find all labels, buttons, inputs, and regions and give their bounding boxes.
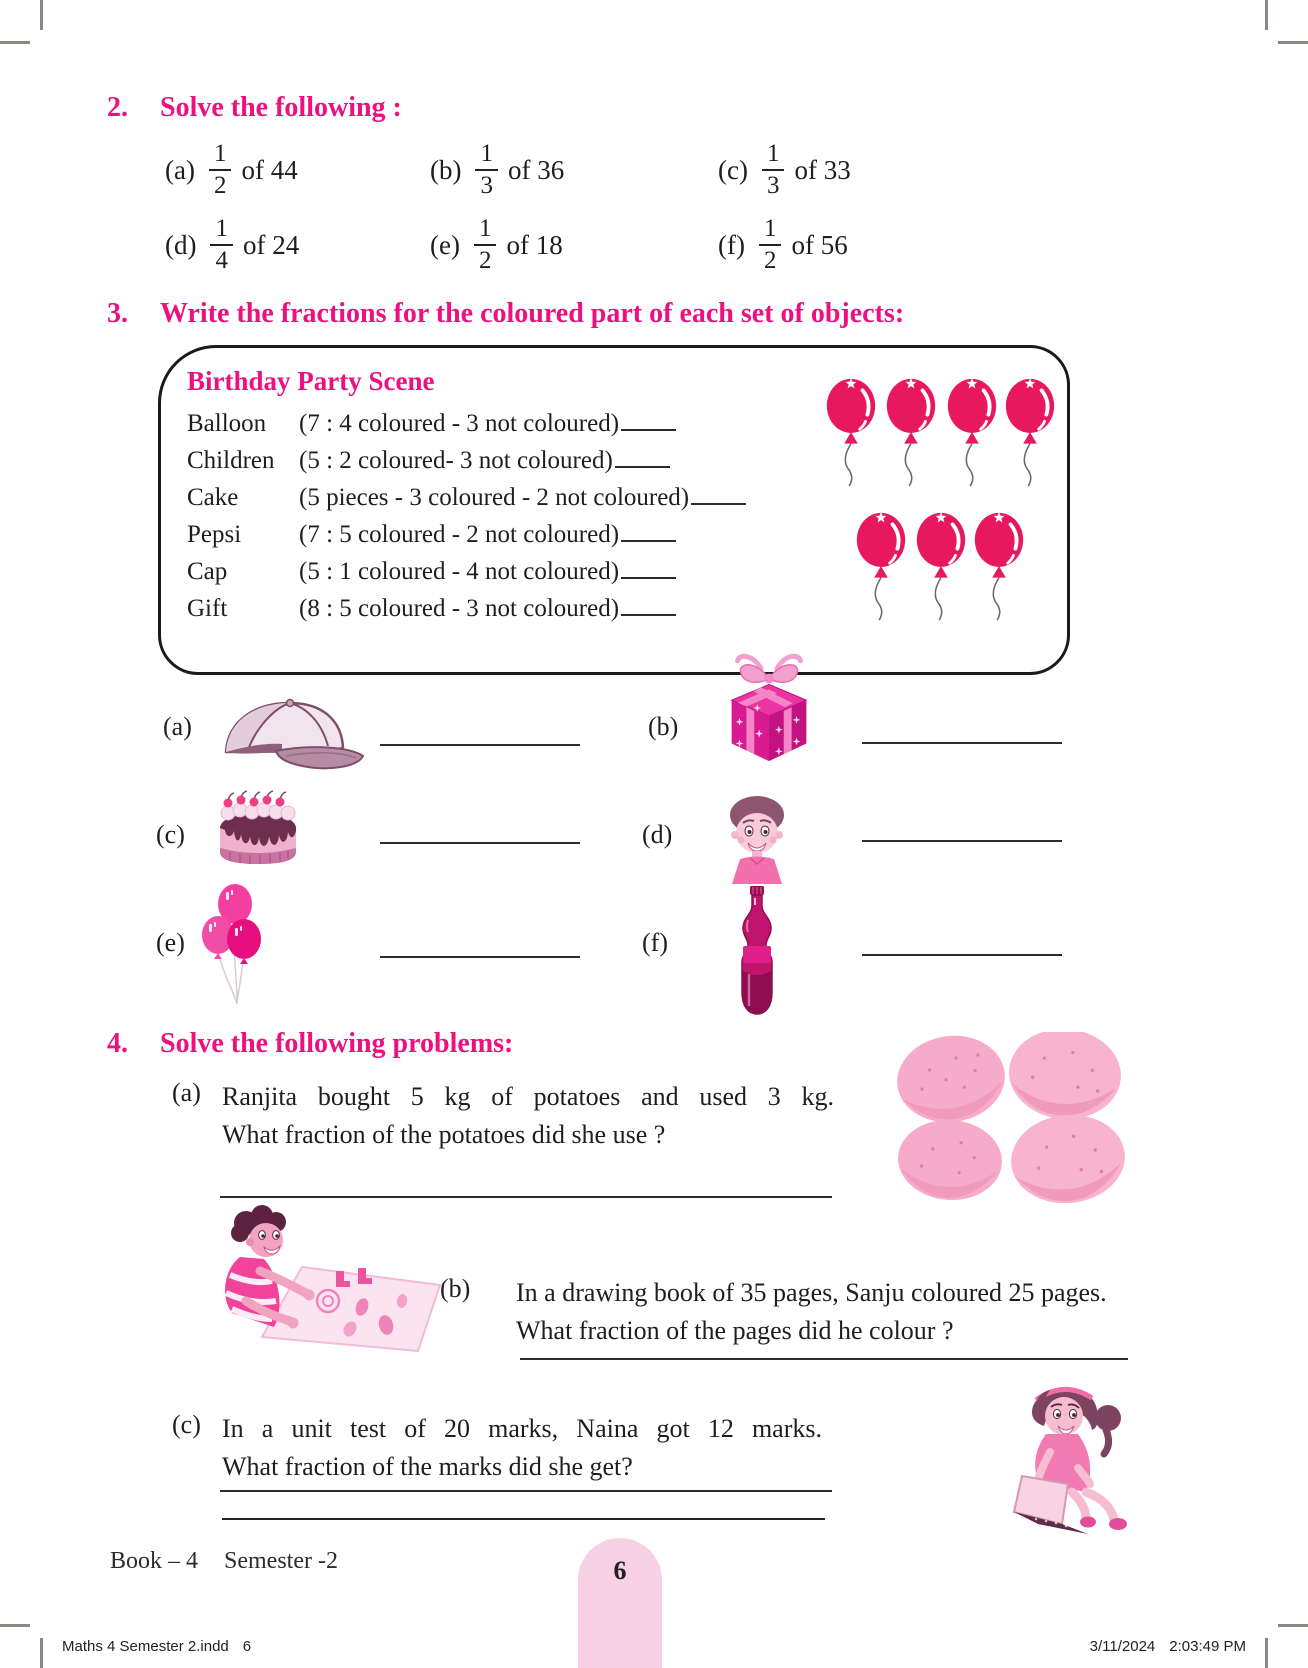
scene-row-gift: Gift (8 : 5 coloured - 3 not coloured) bbox=[187, 589, 746, 626]
question-2-number: 2. bbox=[107, 92, 128, 123]
crop-mark bbox=[0, 41, 30, 44]
balloon-icon bbox=[822, 368, 880, 496]
operand: of 18 bbox=[506, 229, 563, 260]
slug-date: 3/11/2024 bbox=[1089, 1638, 1156, 1655]
scene-title: Birthday Party Scene bbox=[187, 366, 435, 396]
footer-rule bbox=[222, 1518, 825, 1520]
answer-line-b bbox=[862, 742, 1062, 744]
cake-icon bbox=[208, 786, 308, 874]
page-number-tab bbox=[578, 1538, 662, 1668]
answer-blank bbox=[621, 404, 676, 431]
item-label: (b) bbox=[430, 154, 462, 185]
problem-a-text bbox=[222, 1078, 834, 1153]
crop-mark bbox=[0, 1624, 30, 1627]
answer-label-f: (f) bbox=[642, 928, 668, 957]
problem-c-label: (c) bbox=[172, 1410, 201, 1439]
slug-left bbox=[62, 1638, 265, 1655]
answer-blank bbox=[691, 478, 746, 505]
problem-c-line1: In a unit test of 20 marks, Naina got 12 marks. bbox=[222, 1414, 822, 1443]
balloon-icon bbox=[912, 502, 970, 630]
balloon-icon bbox=[882, 368, 940, 496]
balloon-icon bbox=[943, 368, 1001, 496]
operand: of 44 bbox=[241, 154, 298, 185]
problem-c-line2: What fraction of the marks did she get? bbox=[222, 1451, 633, 1481]
problem-b-line2: What fraction of the pages did he colour ? bbox=[516, 1315, 954, 1345]
operand: of 36 bbox=[507, 154, 565, 185]
crop-mark bbox=[1278, 41, 1308, 44]
exercise-item-f bbox=[718, 215, 848, 275]
exercise-item-d bbox=[165, 215, 299, 275]
problem-b-text bbox=[516, 1274, 1141, 1349]
answer-line-e bbox=[380, 956, 580, 958]
answer-label-c: (c) bbox=[156, 820, 185, 849]
gift-icon bbox=[710, 648, 828, 774]
cap-icon bbox=[210, 694, 370, 774]
exercise-item-b bbox=[430, 140, 564, 200]
scene-row-children: Children (5 : 2 coloured- 3 not coloured) bbox=[187, 441, 746, 478]
answer-line-d bbox=[862, 840, 1062, 842]
slug-time: 2:03:49 PM bbox=[1169, 1638, 1246, 1655]
problem-a-label: (a) bbox=[172, 1078, 201, 1107]
scene-detail: (5 pieces - 3 coloured - 2 not coloured) bbox=[299, 484, 690, 511]
potatoes-icon bbox=[893, 1032, 1133, 1204]
answer-label-b: (b) bbox=[648, 712, 679, 741]
exercise-item-e bbox=[430, 215, 563, 275]
item-label: (f) bbox=[718, 229, 745, 260]
fraction: $\frac{1}{2}$ bbox=[209, 140, 232, 200]
balloon-icon bbox=[1001, 368, 1059, 496]
slug-right bbox=[1090, 1638, 1246, 1655]
page-number: 6 bbox=[613, 1556, 627, 1585]
operand: of 24 bbox=[242, 229, 300, 260]
problem-b-line1: In a drawing book of 35 pages, Sanju coloured 25 pages. bbox=[516, 1278, 1107, 1307]
fraction: $\frac{1}{2}$ bbox=[474, 215, 497, 275]
question-2-title: Solve the following : bbox=[160, 92, 402, 123]
pepsi-bottle-icon bbox=[728, 884, 786, 1018]
exercise-item-a bbox=[165, 140, 298, 200]
crop-mark bbox=[1265, 1638, 1268, 1668]
question-4-number: 4. bbox=[107, 1028, 128, 1059]
crop-mark bbox=[40, 0, 43, 30]
problem-b-label: (b) bbox=[440, 1274, 471, 1303]
item-label: (e) bbox=[430, 229, 460, 260]
footer-book-info bbox=[110, 1548, 364, 1575]
answer-label-a: (a) bbox=[163, 712, 192, 741]
scene-row-pepsi: Pepsi (7 : 5 coloured - 2 not coloured) bbox=[187, 515, 746, 552]
scene-detail: (8 : 5 coloured - 3 not coloured) bbox=[299, 595, 620, 622]
answer-blank bbox=[621, 552, 676, 579]
item-label: (c) bbox=[718, 154, 748, 185]
item-label: (d) bbox=[165, 229, 197, 260]
question-3-number: 3. bbox=[107, 298, 128, 329]
answer-label-d: (d) bbox=[642, 820, 673, 849]
fraction: $\frac{1}{4}$ bbox=[210, 215, 233, 275]
item-label: (a) bbox=[165, 154, 195, 185]
problem-c-text bbox=[222, 1410, 822, 1485]
crop-mark bbox=[40, 1638, 43, 1668]
exercise-item-c bbox=[718, 140, 851, 200]
answer-line-c bbox=[380, 842, 580, 844]
fraction: $\frac{1}{3}$ bbox=[475, 140, 498, 200]
answer-line-a bbox=[380, 744, 580, 746]
problem-a-line2: What fraction of the potatoes did she use ? bbox=[222, 1119, 666, 1149]
scene-rows bbox=[187, 404, 746, 626]
problem-a-line1: Ranjita bought 5 kg of potatoes and used 3 kg. bbox=[222, 1082, 834, 1111]
answer-line-f bbox=[862, 954, 1062, 956]
scene-detail: (7 : 4 coloured - 3 not coloured) bbox=[299, 410, 620, 437]
operand: of 33 bbox=[794, 154, 851, 185]
answer-label-e: (e) bbox=[156, 928, 185, 957]
balloon-icon bbox=[970, 502, 1028, 630]
problem-c-answer-line bbox=[220, 1490, 832, 1492]
question-4-title: Solve the following problems: bbox=[160, 1028, 514, 1059]
footer-semester: Semester -2 bbox=[224, 1548, 338, 1574]
question-3-title: Write the fractions for the coloured part of each set of objects: bbox=[160, 298, 905, 329]
answer-blank bbox=[615, 441, 670, 468]
answer-blank bbox=[621, 515, 676, 542]
fraction: $\frac{1}{2}$ bbox=[759, 215, 782, 275]
scene-detail: (5 : 1 coloured - 4 not coloured) bbox=[299, 558, 620, 585]
balloon-icon bbox=[852, 502, 910, 630]
scene-row-cap: Cap (5 : 1 coloured - 4 not coloured) bbox=[187, 552, 746, 589]
crop-mark bbox=[1265, 0, 1268, 30]
crop-mark bbox=[1278, 1624, 1308, 1627]
scene-row-cake: Cake (5 pieces - 3 coloured - 2 not coloured) bbox=[187, 478, 746, 515]
scene-detail: (7 : 5 coloured - 2 not coloured) bbox=[299, 521, 620, 548]
scene-row-balloon: Balloon (7 : 4 coloured - 3 not coloured) bbox=[187, 404, 746, 441]
footer-book-title: Book – 4 bbox=[110, 1548, 199, 1574]
boy-colouring-icon bbox=[210, 1205, 460, 1353]
slug-page: 6 bbox=[242, 1638, 252, 1655]
girl-laptop-icon bbox=[1002, 1372, 1134, 1544]
balloons-icon bbox=[196, 878, 278, 1010]
fraction: $\frac{1}{3}$ bbox=[762, 140, 785, 200]
scene-detail: (5 : 2 coloured- 3 not coloured) bbox=[299, 447, 613, 474]
answer-blank bbox=[621, 589, 676, 616]
operand: of 56 bbox=[791, 229, 848, 260]
boy-icon bbox=[716, 792, 798, 886]
slug-filename: Maths 4 Semester 2.indd bbox=[62, 1638, 229, 1655]
problem-b-answer-line bbox=[520, 1358, 1128, 1360]
problem-a-answer-line bbox=[220, 1196, 832, 1198]
